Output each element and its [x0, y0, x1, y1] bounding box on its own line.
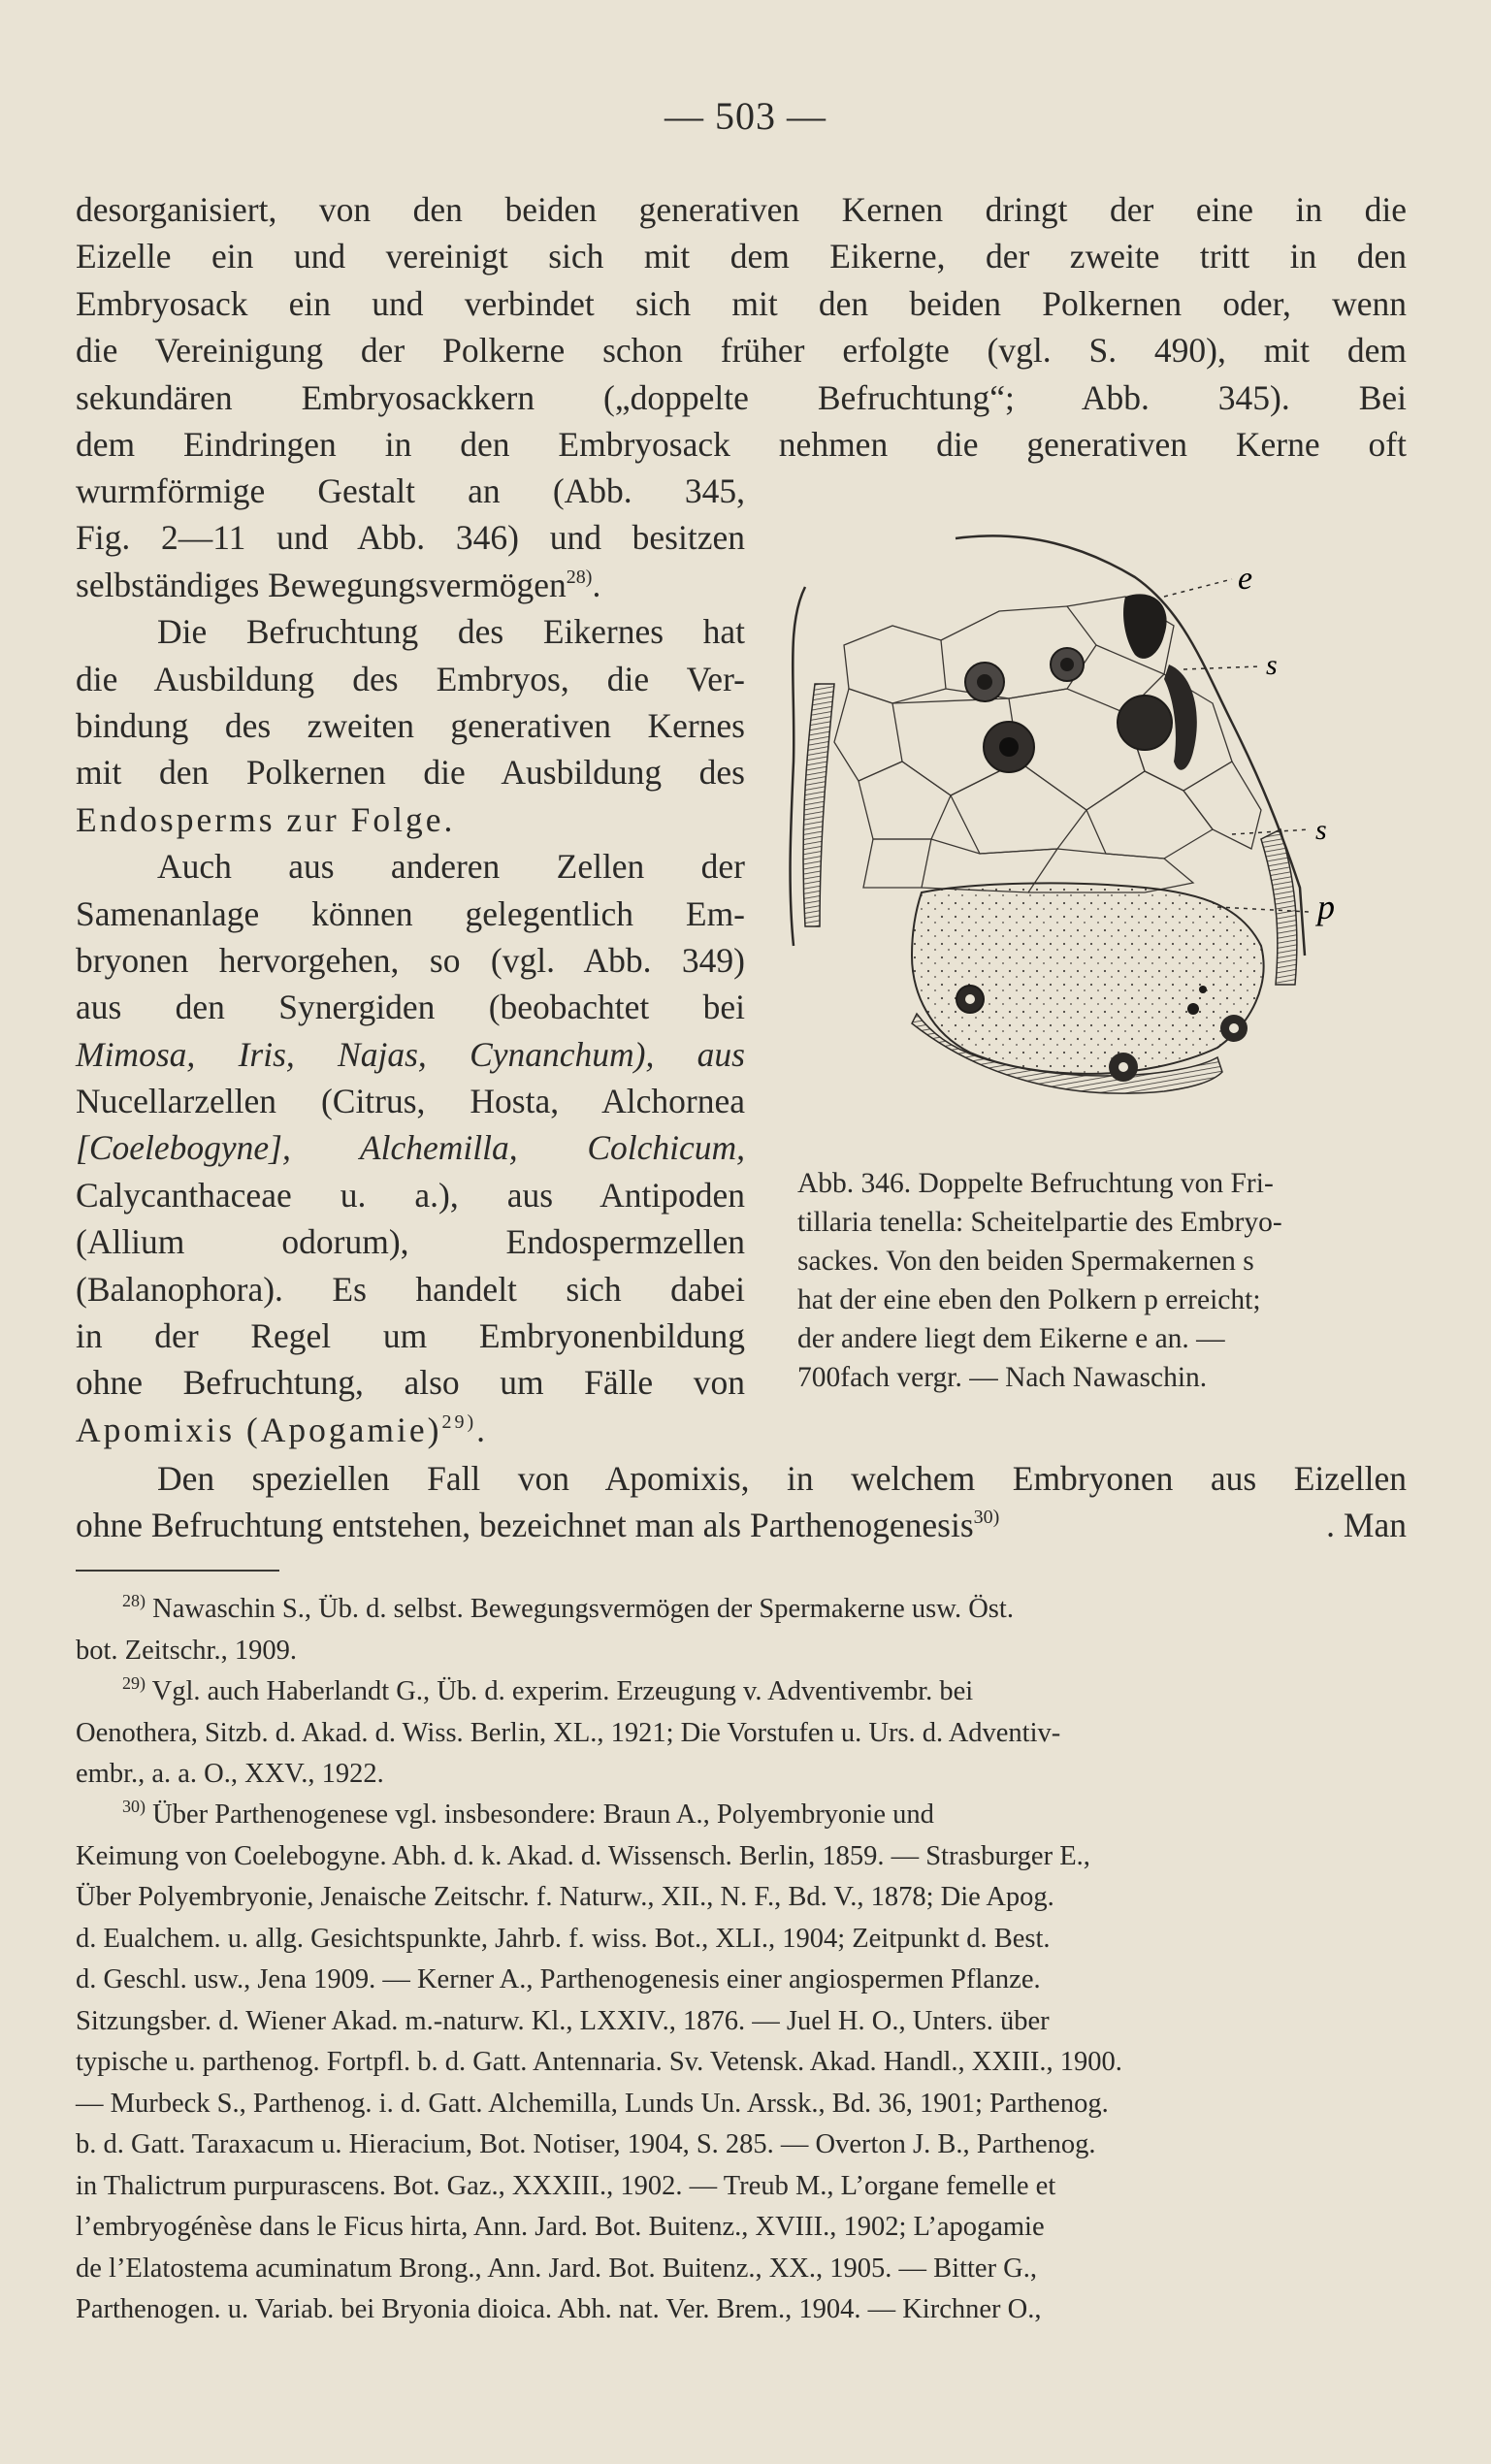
text-line: selbständiges Bewegungsvermögen$^{28)}$.	[76, 565, 601, 604]
figure-label-e: e	[1238, 561, 1253, 597]
text-line: sekundären Embryosackkern („doppelte Befruchtung“; Abb. 345). Bei	[76, 377, 1407, 417]
text-line: Fig. 2—11 und Abb. 346) und besitzen	[76, 518, 745, 558]
figure-label-p: p	[1317, 888, 1335, 926]
left-column-text	[76, 468, 745, 1453]
text-line: Die Befruchtung des Eikernes hat	[157, 612, 745, 652]
caption-line: der andere liegt dem Eikerne e an. —	[797, 1323, 1225, 1354]
footnote-line: Sitzungsber. d. Wiener Akad. m.-naturw. Kl., LXXIV., 1876. — Juel H. O., Unters. über	[76, 2005, 1050, 2036]
figure-embryo-sac	[776, 519, 1387, 1159]
footnote-30	[76, 1795, 1407, 2331]
right-hatched-wall	[1261, 829, 1297, 985]
caption-line: sackes. Von den beiden Spermakernen s	[797, 1246, 1254, 1277]
text-line: Samenanlage können gelegentlich Em-	[76, 893, 745, 933]
footnote-line: Oenothera, Sitzb. d. Akad. d. Wiss. Berlin, XL., 1921; Die Vorstufen u. Urs. d. Adventiv-	[76, 1717, 1061, 1748]
footnote-ref: 28)	[566, 566, 593, 588]
footnote-line: — Murbeck S., Parthenog. i. d. Gatt. Alchemilla, Lunds Un. Arssk., Bd. 36, 1901; Parthenog.	[76, 2088, 1109, 2119]
text-line: ohne Befruchtung, also um Fälle von	[76, 1363, 745, 1403]
footnote-line: typische u. parthenog. Fortpfl. b. d. Gatt. Antennaria. Sv. Vetensk. Akad. Handl., XXIII., 1900.	[76, 2047, 1122, 2077]
text-line: Den speziellen Fall von Apomixis, in welchem Embryonen aus Eizellen	[157, 1459, 1407, 1498]
text-line: aus den Synergiden (beobachtet bei	[76, 988, 745, 1027]
text-line: die Ausbildung des Embryos, die Ver-	[76, 659, 745, 698]
footnote-29	[76, 1671, 1407, 1796]
footnote-line: l’embryogénèse dans le Ficus hirta, Ann. Jard. Bot. Buitenz., XVIII., 1902; L’apogamie	[76, 2212, 1045, 2242]
page-number: — 503 —	[664, 94, 827, 138]
footnote-line: Über Polyembryonie, Jenaische Zeitschr. f. Naturw., XII., N. F., Bd. V., 1878; Die Apog.	[76, 1882, 1054, 1912]
text-line: bryonen hervorgehen, so (vgl. Abb. 349)	[76, 940, 745, 980]
text-line: Auch aus anderen Zellen der	[157, 847, 745, 887]
footnote-line: d. Eualchem. u. allg. Gesichtspunkte, Jahrb. f. wiss. Bot., XLI., 1904; Zeitpunkt d. Best.	[76, 1923, 1051, 1954]
footnote-line: $^{30)}$ Über Parthenogenese vgl. insbesondere: Braun A., Polyembryonie und	[122, 1797, 934, 1830]
footnote-28	[76, 1589, 1407, 1671]
caption-line: tillaria tenella: Scheitelpartie des Embryo-	[797, 1207, 1282, 1238]
footnote-line: $^{28)}$ Nawaschin S., Üb. d. selbst. Bewegungsvermögen der Spermakerne usw. Öst.	[122, 1591, 1014, 1624]
left-hatched-wall	[803, 684, 834, 926]
footnote-line: b. d. Gatt. Taraxacum u. Hieracium, Bot. Notiser, 1904, S. 285. — Overton J. B., Parthenog.	[76, 2129, 1096, 2159]
caption-line: 700fach vergr. — Nach Nawaschin.	[797, 1362, 1208, 1393]
footnote-line: bot. Zeitschr., 1909.	[76, 1635, 297, 1666]
text-line: die Vereinigung der Polkerne schon früher erfolgte (vgl. S. 490), mit dem	[76, 331, 1407, 371]
footnote-line: de l’Elatostema acuminatum Brong., Ann. Jard. Bot. Buitenz., XX., 1905. — Bitter G.,	[76, 2253, 1038, 2284]
text-line: Apomixis (Apogamie)$^{29)}$.	[76, 1410, 488, 1449]
text-line: ohne Befruchtung entstehen, bezeichnet man als Parthenogenesis$^{30)}$ . Man	[76, 1506, 1407, 1545]
text-line: Eizelle ein und vereinigt sich mit dem Eikerne, der zweite tritt in den	[76, 237, 1407, 276]
text-line: Mimosa, Iris, Najas, Cynanchum), aus	[76, 1034, 745, 1074]
embryo-sac-drawing	[776, 519, 1387, 1159]
caption-line: hat der eine eben den Polkern p erreicht;	[797, 1284, 1261, 1315]
text-line: (Allium odorum), Endospermzellen	[76, 1222, 745, 1262]
paragraph-bottom	[76, 1455, 1407, 1549]
footnote-line: Keimung von Coelebogyne. Abh. d. k. Akad. d. Wissensch. Berlin, 1859. — Strasburger E.,	[76, 1840, 1090, 1871]
text-line: desorganisiert, von den beiden generativen Kernen dringt der eine in die	[76, 190, 1407, 229]
embryo-sac-body	[912, 883, 1264, 1073]
text-line: Embryosack ein und verbindet sich mit den beiden Polkernen oder, wenn	[76, 283, 1407, 323]
figure-label-s: s	[1315, 814, 1327, 846]
footnote-line: $^{29)}$ Vgl. auch Haberlandt G., Üb. d. experim. Erzeugung v. Adventivembr. bei	[122, 1673, 974, 1706]
text-line: bindung des zweiten generativen Kernes	[76, 705, 745, 745]
footnote-line: embr., a. a. O., XXV., 1922.	[76, 1759, 384, 1789]
figure-label-s: s	[1266, 649, 1278, 681]
footnote-line: d. Geschl. usw., Jena 1909. — Kerner A., Parthenogenesis einer angiospermen Pflanze.	[76, 1964, 1041, 1994]
cell-network	[834, 597, 1261, 892]
caption-line: Abb. 346. Doppelte Befruchtung von Fri-	[797, 1168, 1274, 1199]
footnote-ref: 30)	[973, 1507, 1000, 1529]
footnote-line: in Thalictrum purpurascens. Bot. Gaz., XXXIII., 1902. — Treub M., L’organe femelle et	[76, 2170, 1056, 2201]
paragraph-top	[76, 186, 1407, 468]
text-line: Endosperms zur Folge.	[76, 799, 456, 839]
text-line: in der Regel um Embryonenbildung	[76, 1316, 745, 1356]
text-line: wurmförmige Gestalt an (Abb. 345,	[76, 471, 745, 510]
footnote-line: Parthenogen. u. Variab. bei Bryonia dioica. Abh. nat. Ver. Brem., 1904. — Kirchner O.,	[76, 2294, 1042, 2324]
text-line: Nucellarzellen (Citrus, Hosta, Alchornea	[76, 1082, 745, 1121]
dark-region-e	[1123, 594, 1167, 659]
text-line: (Balanophora). Es handelt sich dabei	[76, 1269, 745, 1309]
text-line: dem Eindringen in den Embryosack nehmen die generativen Kerne oft	[76, 424, 1407, 464]
footnote-ref: 29)	[441, 1410, 477, 1433]
figure-caption	[797, 1164, 1407, 1397]
footnote-divider	[76, 1570, 279, 1572]
text-line: [Coelebogyne], Alchemilla, Colchicum,	[76, 1128, 745, 1168]
text-line: mit den Polkernen die Ausbildung des	[76, 753, 745, 793]
text-line: Calycanthaceae u. a.), aus Antipoden	[76, 1175, 745, 1215]
